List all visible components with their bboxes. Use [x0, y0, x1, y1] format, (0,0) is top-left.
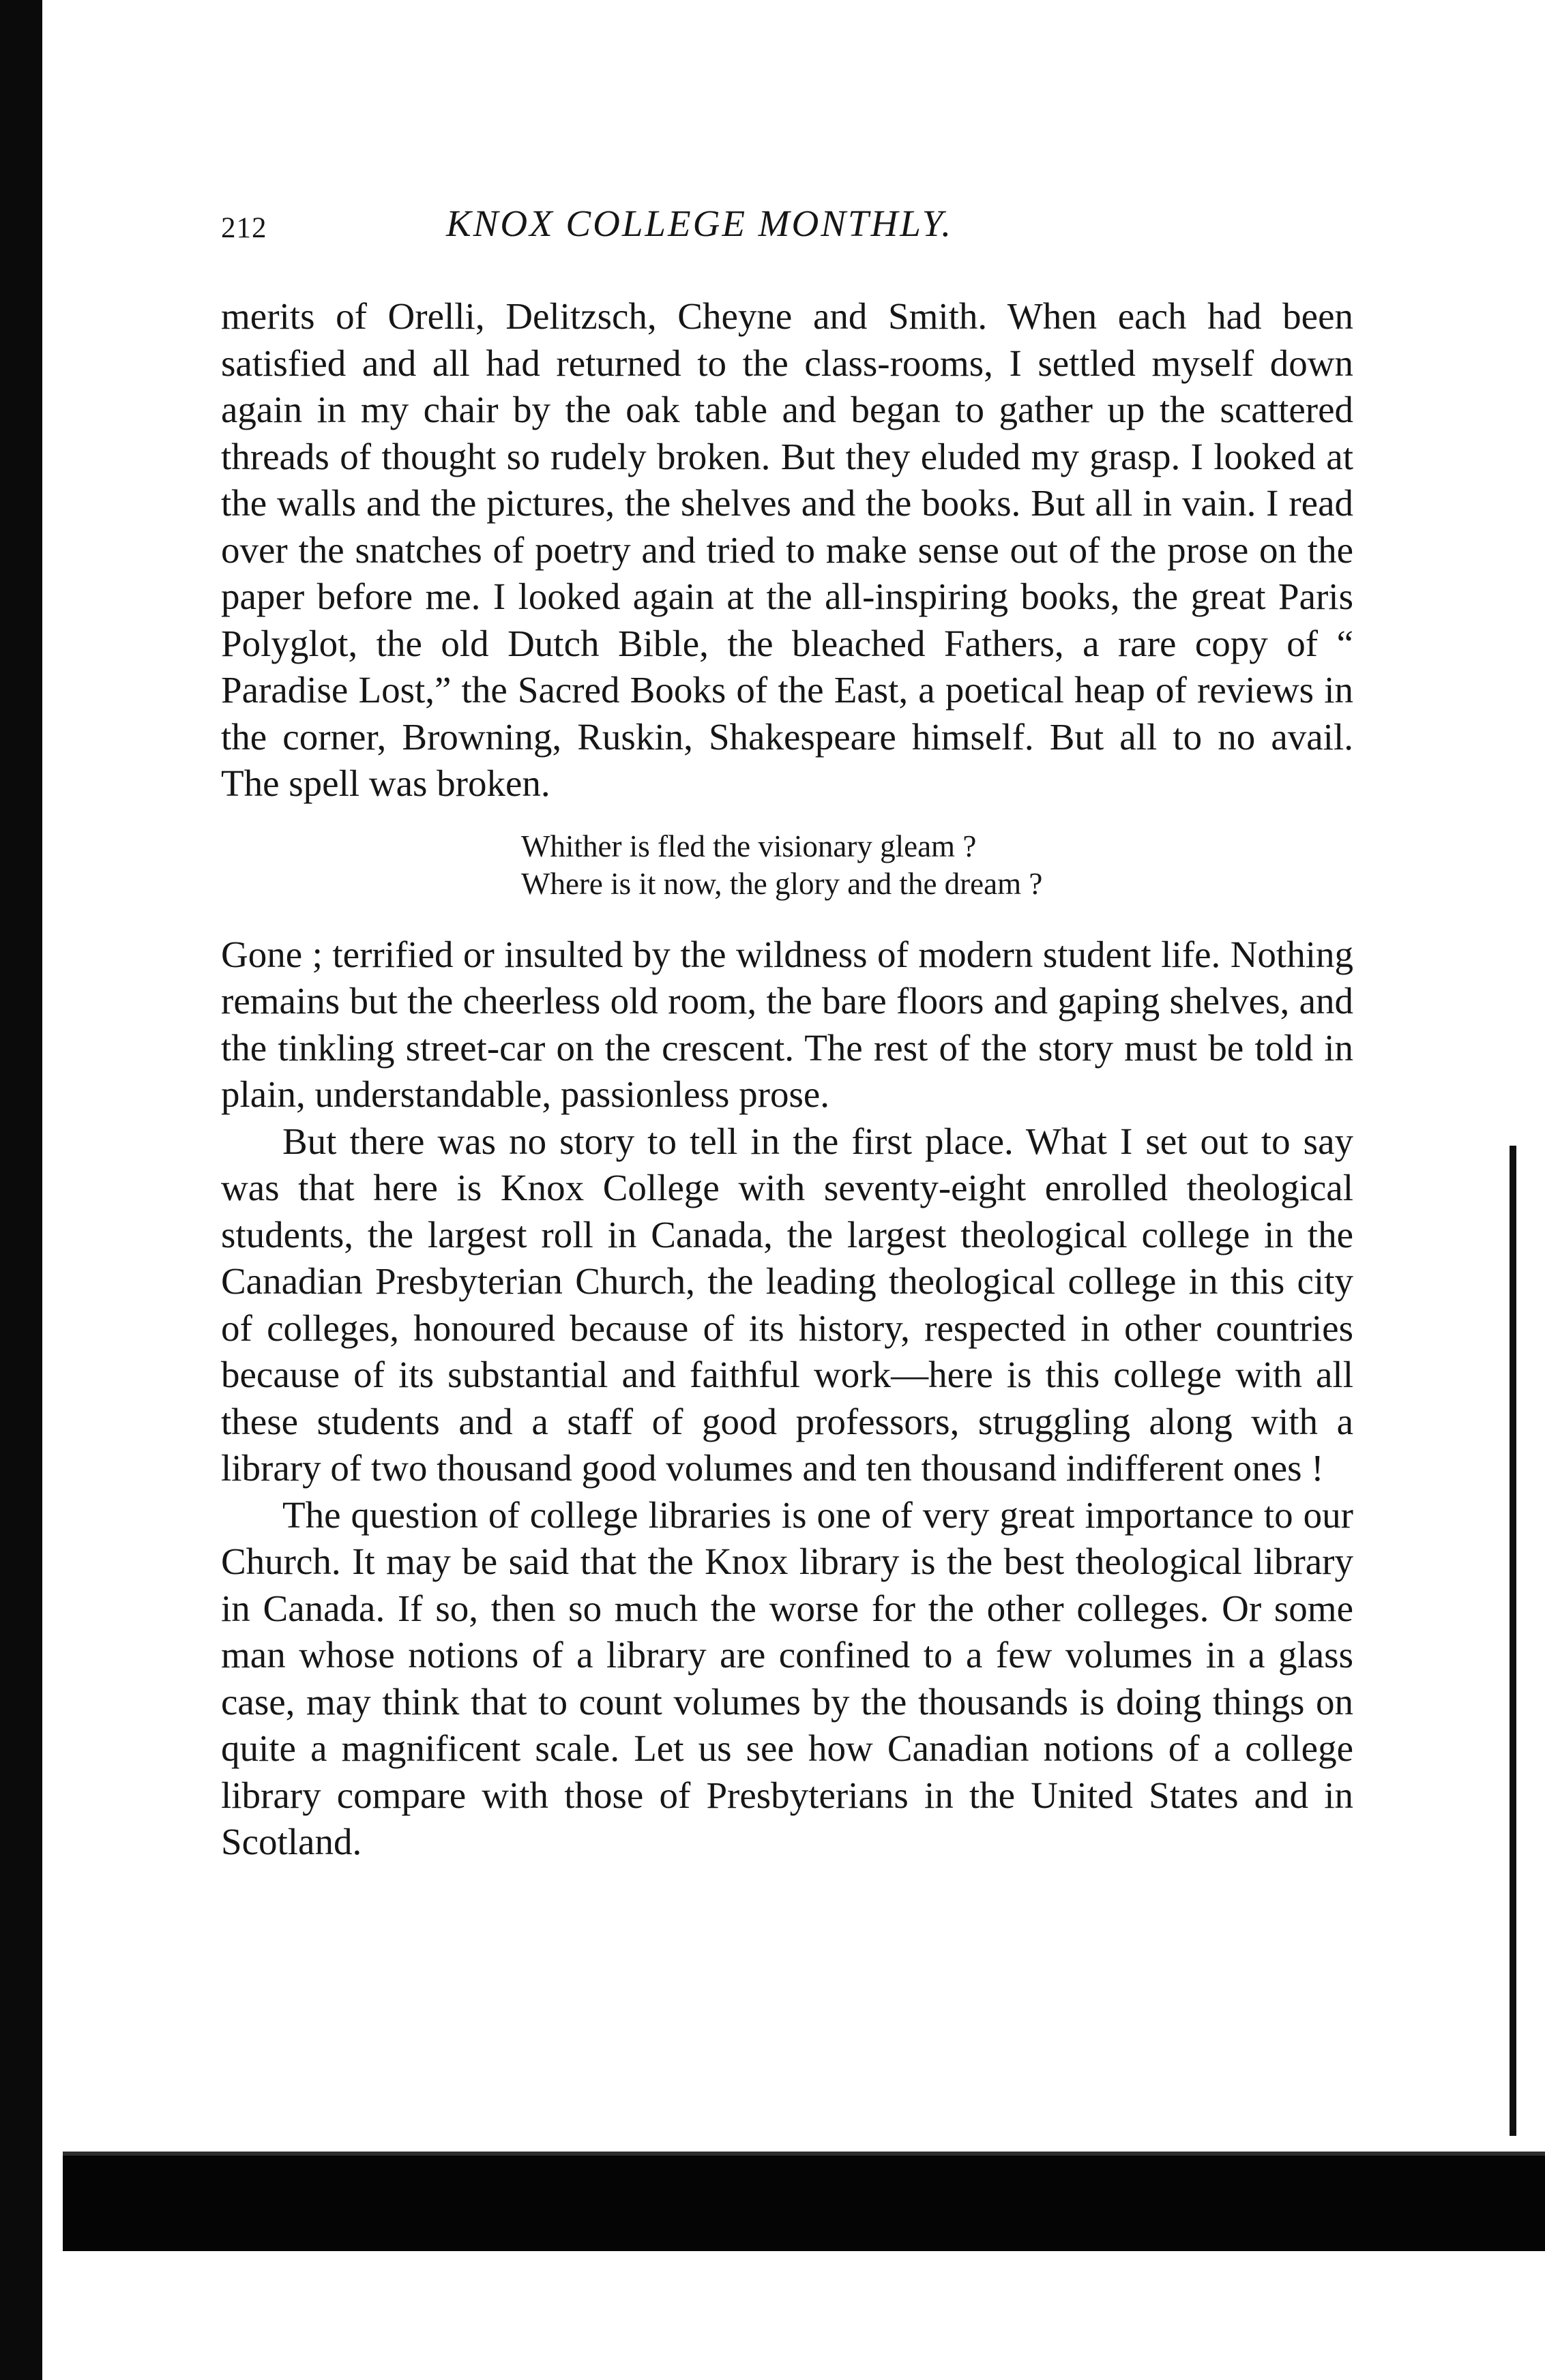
- paragraph-1: merits of Orelli, Delitzsch, Cheyne and Smith. When each had been satisfied and all had returned to the class-rooms, I settled myself down again in my chair by the oak table and began to gather up the scattered threads of thought so rudely broken. But they eluded my grasp. I looked at the walls and the pictures, the shelves and the books. But all in vain. I read over the snatches of poetry and tried to make sense out of the prose on the paper before me. I looked again at the all-inspiring books, the great Paris Polyglot, the old Dutch Bible, the bleached Fathers, a rare copy of “ Paradise Lost,” the Sacred Books of the East, a poetical heap of reviews in the corner, Browning, Ruskin, Shakespeare himself. But all to no avail. The spell was broken.: [221, 295, 1353, 804]
- paragraph-4: The question of college libraries is one of very great importance to our Church. It may be said that the Knox library is the best theological library in Canada. If so, then so much the worse for the other colleges. Or some man whose notions of a library are confined to a few volumes in a glass case, may think that to count volumes by the thousands is doing things on quite a magnificent scale. Let us see how Canadian notions of a college library compare with those of Presbyterians in the United States and in Scotland.: [221, 1493, 1353, 1862]
- scan-left-edge: [0, 0, 42, 2380]
- paragraph-3: But there was no story to tell in the first place. What I set out to say was that here is Knox College with seventy-eight enrolled theological students, the largest roll in Canada, the largest theological college in the Canadian Presbyterian Church, the leading theological college in this city of colleges, honoured because of its history, respected in other countries because of its substantial and faithful work—here is this college with all these students and a staff of good professors, struggling along with a library of two thousand good volumes and ten thousand indifferent ones !: [221, 1120, 1353, 1489]
- paragraph-2: Gone ; terrified or insulted by the wildness of modern student life. Nothing remains but the cheerless old room, the bare floors and gaping shelves, and the tinkling street-car on the crescent. The rest of the story must be told in plain, understandable, passionless prose.: [221, 933, 1353, 1115]
- poem-quotation: [521, 828, 1353, 903]
- page: [221, 202, 1353, 1866]
- running-head: [221, 202, 1353, 258]
- poem-line-1: Whither is fled the visionary gleam ?: [521, 829, 977, 863]
- scan-bottom-band: [63, 2152, 1545, 2251]
- poem-line-2: Where is it now, the glory and the dream ?: [521, 866, 1043, 901]
- page-number: 212: [221, 212, 267, 244]
- journal-title: KNOX COLLEGE MONTHLY.: [446, 203, 953, 244]
- scan-right-rule: [1510, 1146, 1516, 2136]
